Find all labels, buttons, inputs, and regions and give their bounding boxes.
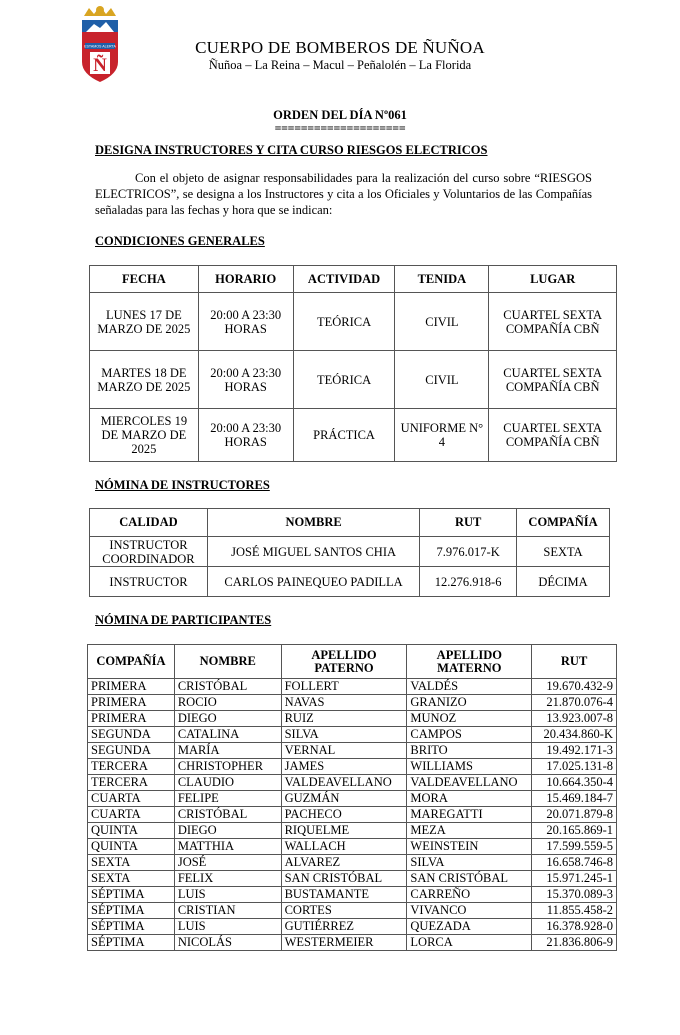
- table-cell: RIQUELME: [281, 823, 407, 839]
- table-row: [88, 679, 617, 695]
- table-cell: FOLLERT: [281, 679, 407, 695]
- table-cell: TERCERA: [88, 759, 175, 775]
- crest-motto: ESTAMOS ALERTA: [84, 44, 116, 49]
- table-row: [88, 871, 617, 887]
- table-row: [90, 537, 610, 567]
- table-cell: MARTES 18 DE MARZO DE 2025: [90, 351, 199, 409]
- table-cell: SÉPTIMA: [88, 903, 175, 919]
- table-cell: VIVANCO: [407, 903, 532, 919]
- table-cell: CRISTIAN: [174, 903, 281, 919]
- table-cell: CUARTA: [88, 791, 175, 807]
- table-cell: SEXTA: [88, 855, 175, 871]
- table-row: [88, 695, 617, 711]
- table-cell: MATTHIA: [174, 839, 281, 855]
- table-cell: VALDÉS: [407, 679, 532, 695]
- table-cell: 10.664.350-4: [532, 775, 617, 791]
- instructors-header-cell: CALIDAD: [90, 509, 208, 537]
- table-cell: 15.370.089-3: [532, 887, 617, 903]
- table-cell: LUIS: [174, 919, 281, 935]
- table-cell: QUEZADA: [407, 919, 532, 935]
- table-cell: CARREÑO: [407, 887, 532, 903]
- table-row: [88, 839, 617, 855]
- participants-header-cell: RUT: [532, 645, 617, 679]
- table-cell: LUIS: [174, 887, 281, 903]
- table-cell: 20:00 A 23:30 HORAS: [198, 293, 293, 351]
- table-cell: 7.976.017-K: [420, 537, 517, 567]
- table-cell: JAMES: [281, 759, 407, 775]
- table-row: [88, 855, 617, 871]
- table-cell: 20.434.860-K: [532, 727, 617, 743]
- instructors-header-cell: NOMBRE: [207, 509, 419, 537]
- table-row: [88, 743, 617, 759]
- table-cell: UNIFORME N° 4: [395, 409, 489, 462]
- order-subject: DESIGNA INSTRUCTORES Y CITA CURSO RIESGOS ELECTRICOS: [95, 143, 488, 157]
- table-cell: MAREGATTI: [407, 807, 532, 823]
- conditions-heading: CONDICIONES GENERALES: [95, 234, 265, 248]
- table-cell: 20:00 A 23:30 HORAS: [198, 351, 293, 409]
- conditions-header-cell: HORARIO: [198, 266, 293, 293]
- order-title: ORDEN DEL DÍA Nº061: [273, 108, 407, 122]
- table-cell: PRIMERA: [88, 679, 175, 695]
- participants-header-cell: APELLIDO MATERNO: [407, 645, 532, 679]
- conditions-header-cell: LUGAR: [489, 266, 617, 293]
- table-cell: CRISTÓBAL: [174, 679, 281, 695]
- table-row: [90, 351, 617, 409]
- conditions-header-cell: FECHA: [90, 266, 199, 293]
- table-cell: GRANIZO: [407, 695, 532, 711]
- table-cell: 16.378.928-0: [532, 919, 617, 935]
- table-row: [88, 935, 617, 951]
- table-cell: QUINTA: [88, 823, 175, 839]
- table-row: [88, 919, 617, 935]
- table-row: [90, 567, 610, 597]
- instructors-header-cell: COMPAÑÍA: [517, 509, 610, 537]
- participants-heading: NÓMINA DE PARTICIPANTES: [95, 613, 272, 627]
- table-cell: WESTERMEIER: [281, 935, 407, 951]
- table-cell: CARLOS PAINEQUEO PADILLA: [207, 567, 419, 597]
- table-cell: SEGUNDA: [88, 727, 175, 743]
- table-cell: CLAUDIO: [174, 775, 281, 791]
- table-cell: QUINTA: [88, 839, 175, 855]
- table-cell: JOSÉ: [174, 855, 281, 871]
- table-cell: 20.071.879-8: [532, 807, 617, 823]
- table-cell: MIERCOLES 19 DE MARZO DE 2025: [90, 409, 199, 462]
- intro-paragraph: Con el objeto de asignar responsabilidades para la realización del curso sobre “RIESGOS ELECTRICOS”, se designa a los Instructores y cita a los Oficiales y Voluntarios de las Compañías señaladas para las fechas y hora que se indican:: [95, 171, 592, 217]
- table-cell: ROCIO: [174, 695, 281, 711]
- table-row: [88, 903, 617, 919]
- table-cell: JOSÉ MIGUEL SANTOS CHIA: [207, 537, 419, 567]
- table-cell: CUARTEL SEXTA COMPAÑÍA CBÑ: [489, 409, 617, 462]
- table-cell: FELIPE: [174, 791, 281, 807]
- table-cell: 19.492.171-3: [532, 743, 617, 759]
- table-row: [88, 759, 617, 775]
- table-cell: ALVAREZ: [281, 855, 407, 871]
- table-cell: 21.870.076-4: [532, 695, 617, 711]
- table-cell: CHRISTOPHER: [174, 759, 281, 775]
- conditions-table: [89, 265, 617, 462]
- table-cell: SAN CRISTÓBAL: [407, 871, 532, 887]
- instructors-table: [89, 508, 610, 597]
- table-row: [88, 711, 617, 727]
- table-cell: VERNAL: [281, 743, 407, 759]
- table-cell: 15.469.184-7: [532, 791, 617, 807]
- table-cell: 20:00 A 23:30 HORAS: [198, 409, 293, 462]
- table-cell: PACHECO: [281, 807, 407, 823]
- table-cell: PRÁCTICA: [293, 409, 395, 462]
- table-row: [88, 775, 617, 791]
- table-cell: CUARTEL SEXTA COMPAÑÍA CBÑ: [489, 293, 617, 351]
- table-cell: INSTRUCTOR COORDINADOR: [90, 537, 208, 567]
- table-cell: PRIMERA: [88, 695, 175, 711]
- table-row: [90, 409, 617, 462]
- table-cell: CRISTÓBAL: [174, 807, 281, 823]
- table-cell: LORCA: [407, 935, 532, 951]
- instructors-header-cell: RUT: [420, 509, 517, 537]
- table-cell: SILVA: [407, 855, 532, 871]
- table-cell: CIVIL: [395, 351, 489, 409]
- table-cell: MEZA: [407, 823, 532, 839]
- table-cell: DÉCIMA: [517, 567, 610, 597]
- participants-header-cell: NOMBRE: [174, 645, 281, 679]
- table-cell: NAVAS: [281, 695, 407, 711]
- table-cell: NICOLÁS: [174, 935, 281, 951]
- organization-name: CUERPO DE BOMBEROS DE ÑUÑOA: [195, 38, 485, 57]
- table-cell: 20.165.869-1: [532, 823, 617, 839]
- table-cell: WALLACH: [281, 839, 407, 855]
- table-cell: SÉPTIMA: [88, 919, 175, 935]
- participants-table: [87, 644, 617, 951]
- table-cell: 16.658.746-8: [532, 855, 617, 871]
- table-cell: 17.599.559-5: [532, 839, 617, 855]
- table-cell: SÉPTIMA: [88, 887, 175, 903]
- table-row: [88, 727, 617, 743]
- participants-header-cell: APELLIDO PATERNO: [281, 645, 407, 679]
- table-cell: 12.276.918-6: [420, 567, 517, 597]
- instructors-header-row: [90, 509, 610, 537]
- instructors-heading: NÓMINA DE INSTRUCTORES: [95, 478, 270, 492]
- table-row: [88, 887, 617, 903]
- table-cell: GUZMÁN: [281, 791, 407, 807]
- table-cell: BRITO: [407, 743, 532, 759]
- table-cell: DIEGO: [174, 711, 281, 727]
- table-cell: BUSTAMANTE: [281, 887, 407, 903]
- table-cell: 17.025.131-8: [532, 759, 617, 775]
- table-cell: SEXTA: [517, 537, 610, 567]
- table-cell: TEÓRICA: [293, 293, 395, 351]
- table-cell: CATALINA: [174, 727, 281, 743]
- table-cell: VALDEAVELLANO: [281, 775, 407, 791]
- table-cell: CAMPOS: [407, 727, 532, 743]
- table-cell: 13.923.007-8: [532, 711, 617, 727]
- table-cell: CUARTA: [88, 807, 175, 823]
- participants-header-row: [88, 645, 617, 679]
- table-cell: 21.836.806-9: [532, 935, 617, 951]
- conditions-header-cell: ACTIVIDAD: [293, 266, 395, 293]
- table-cell: RUIZ: [281, 711, 407, 727]
- table-cell: LUNES 17 DE MARZO DE 2025: [90, 293, 199, 351]
- table-cell: 19.670.432-9: [532, 679, 617, 695]
- table-cell: MARÍA: [174, 743, 281, 759]
- table-cell: SÉPTIMA: [88, 935, 175, 951]
- crest-crown: [84, 6, 116, 16]
- table-row: [88, 823, 617, 839]
- table-cell: VALDEAVELLANO: [407, 775, 532, 791]
- table-cell: MUNOZ: [407, 711, 532, 727]
- conditions-header-cell: TENIDA: [395, 266, 489, 293]
- table-cell: 11.855.458-2: [532, 903, 617, 919]
- table-cell: TERCERA: [88, 775, 175, 791]
- conditions-header-row: [90, 266, 617, 293]
- table-cell: SILVA: [281, 727, 407, 743]
- table-cell: GUTIÉRREZ: [281, 919, 407, 935]
- table-row: [90, 293, 617, 351]
- table-cell: SAN CRISTÓBAL: [281, 871, 407, 887]
- table-cell: DIEGO: [174, 823, 281, 839]
- table-cell: MORA: [407, 791, 532, 807]
- organization-communes: Ñuñoa – La Reina – Macul – Peñalolén – La Florida: [208, 58, 472, 72]
- table-cell: CUARTEL SEXTA COMPAÑÍA CBÑ: [489, 351, 617, 409]
- table-cell: CORTES: [281, 903, 407, 919]
- table-cell: CIVIL: [395, 293, 489, 351]
- table-cell: TEÓRICA: [293, 351, 395, 409]
- fire-department-crest-logo: [76, 2, 124, 84]
- table-row: [88, 807, 617, 823]
- crest-letter: Ñ: [93, 55, 107, 76]
- table-cell: WEINSTEIN: [407, 839, 532, 855]
- table-row: [88, 791, 617, 807]
- table-cell: SEXTA: [88, 871, 175, 887]
- table-cell: WILLIAMS: [407, 759, 532, 775]
- table-cell: PRIMERA: [88, 711, 175, 727]
- participants-header-cell: COMPAÑÍA: [88, 645, 175, 679]
- table-cell: FELIX: [174, 871, 281, 887]
- table-cell: SEGUNDA: [88, 743, 175, 759]
- table-cell: 15.971.245-1: [532, 871, 617, 887]
- participants-body: [88, 679, 617, 951]
- table-cell: INSTRUCTOR: [90, 567, 208, 597]
- order-title-rule: ====================: [274, 121, 406, 135]
